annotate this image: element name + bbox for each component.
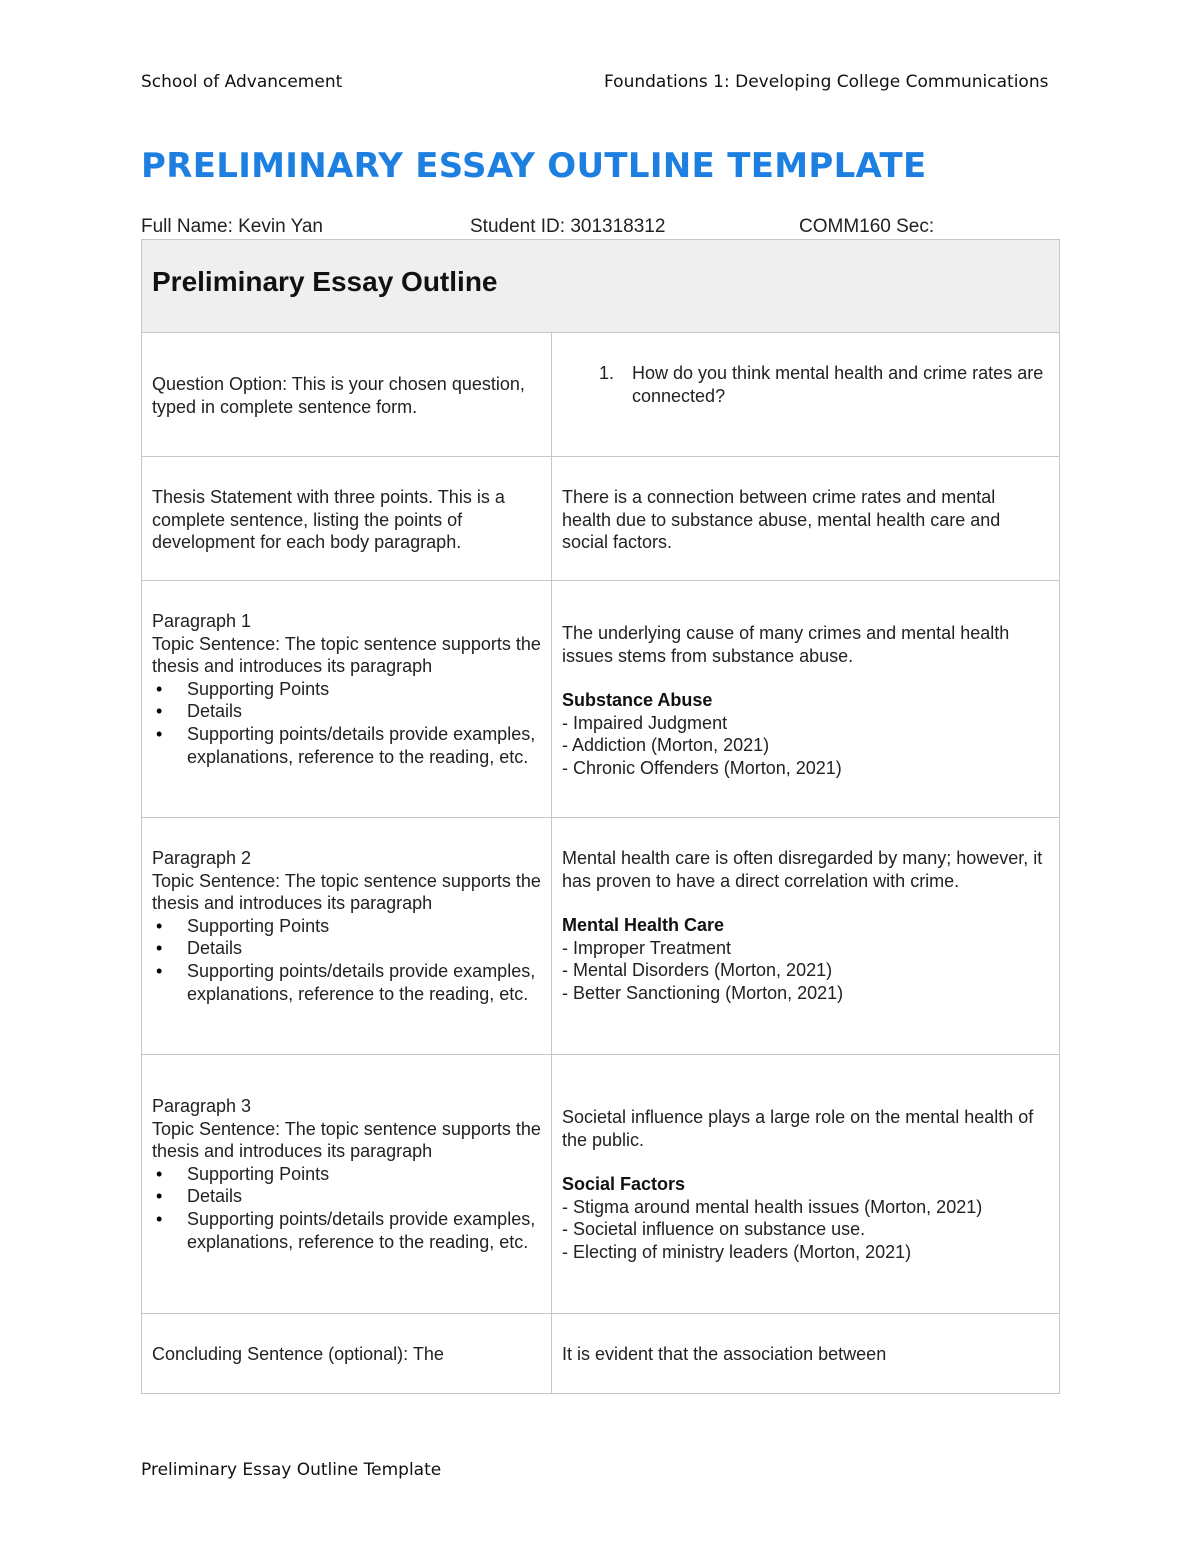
concluding-label: Concluding Sentence (optional): The xyxy=(152,1344,444,1364)
paragraph-3-title: Paragraph 3 xyxy=(152,1096,252,1116)
list-item: - Societal influence on substance use. xyxy=(562,1219,866,1240)
full-name-field: Full Name: Kevin Yan xyxy=(141,216,323,237)
paragraph-1-title: Paragraph 1 xyxy=(152,611,252,631)
list-item: • Details xyxy=(152,700,541,723)
thesis-answer-cell xyxy=(552,457,1060,581)
list-item: - Chronic Offenders (Morton, 2021) xyxy=(562,757,842,778)
question-row xyxy=(142,333,1060,457)
thesis-row xyxy=(142,457,1060,581)
table-heading-row xyxy=(142,240,1060,333)
paragraph-2-bullet-list xyxy=(152,915,541,1005)
paragraph-3-heading: Social Factors xyxy=(562,1174,686,1195)
paragraph-3-row xyxy=(142,1055,1060,1314)
list-item: • Supporting points/details provide examples, explanations, reference to the reading, etc. xyxy=(152,960,541,1005)
paragraph-3-topic-sentence: Societal influence plays a large role on the mental health of the public. xyxy=(562,1107,1034,1150)
list-item: • Details xyxy=(152,937,541,960)
list-item: • Supporting Points xyxy=(152,1163,541,1186)
concluding-row xyxy=(142,1314,1060,1394)
question-answer-cell xyxy=(552,333,1060,457)
question-label: Question Option: This is your chosen question, typed in complete sentence form. xyxy=(152,374,525,417)
student-id-field: Student ID: 301318312 xyxy=(470,216,666,237)
thesis-label: Thesis Statement with three points. This is a complete sentence, listing the points of development for each body paragraph. xyxy=(152,487,505,553)
table-heading-cell xyxy=(142,240,1060,333)
concluding-answer: It is evident that the association between xyxy=(562,1344,887,1364)
list-item: • Details xyxy=(152,1185,541,1208)
outline-heading: Preliminary Essay Outline xyxy=(152,266,498,297)
paragraph-3-answer-cell xyxy=(552,1055,1060,1314)
paragraph-3-label-cell xyxy=(142,1055,552,1314)
paragraph-2-answer-cell xyxy=(552,818,1060,1055)
list-item: • Supporting points/details provide examples, explanations, reference to the reading, etc. xyxy=(152,1208,541,1253)
list-item: - Mental Disorders (Morton, 2021) xyxy=(562,960,833,981)
paragraph-2-topic-sentence: Mental health care is often disregarded by many; however, it has proven to have a direct correlation with crime. xyxy=(562,848,1043,891)
thesis-answer: There is a connection between crime rates and mental health due to substance abuse, mental health care and social factors. xyxy=(562,487,1001,553)
paragraph-2-heading: Mental Health Care xyxy=(562,915,725,936)
outline-table xyxy=(141,239,1060,1394)
document-title: PRELIMINARY ESSAY OUTLINE TEMPLATE xyxy=(141,146,927,186)
list-item: - Electing of ministry leaders (Morton, 2021) xyxy=(562,1241,912,1262)
question-label-cell xyxy=(142,333,552,457)
paragraph-2-label-cell xyxy=(142,818,552,1055)
question-answer: How do you think mental health and crime rates are connected? xyxy=(632,363,1044,406)
paragraph-1-answer-cell xyxy=(552,581,1060,818)
paragraph-3-bullet-list xyxy=(152,1163,541,1253)
page-header-course: Foundations 1: Developing College Communications xyxy=(604,72,1049,92)
paragraph-3-topic-instructions: Topic Sentence: The topic sentence supports the thesis and introduces its paragraph xyxy=(152,1118,541,1162)
paragraph-1-topic-sentence: The underlying cause of many crimes and mental health issues stems from substance abuse. xyxy=(562,623,1010,666)
list-item: • Supporting Points xyxy=(152,678,541,701)
concluding-answer-cell xyxy=(552,1314,1060,1394)
paragraph-2-row xyxy=(142,818,1060,1055)
paragraph-1-topic-instructions: Topic Sentence: The topic sentence supports the thesis and introduces its paragraph xyxy=(152,633,541,677)
question-answer-item xyxy=(562,362,1049,407)
page-footer: Preliminary Essay Outline Template xyxy=(141,1460,442,1480)
thesis-label-cell xyxy=(142,457,552,581)
list-item: - Addiction (Morton, 2021) xyxy=(562,735,770,756)
list-item: • Supporting Points xyxy=(152,915,541,938)
paragraph-1-label-cell xyxy=(142,581,552,818)
paragraph-1-row xyxy=(142,581,1060,818)
paragraph-2-topic-instructions: Topic Sentence: The topic sentence supports the thesis and introduces its paragraph xyxy=(152,870,541,914)
list-item: - Stigma around mental health issues (Morton, 2021) xyxy=(562,1196,983,1217)
question-number: 1. xyxy=(599,363,615,383)
section-field: COMM160 Sec: xyxy=(799,216,935,237)
paragraph-1-heading: Substance Abuse xyxy=(562,690,713,711)
list-item: - Better Sanctioning (Morton, 2021) xyxy=(562,982,844,1003)
list-item: • Supporting points/details provide examples, explanations, reference to the reading, etc. xyxy=(152,723,541,768)
page-header-school: School of Advancement xyxy=(141,72,343,92)
list-item: - Improper Treatment xyxy=(562,937,732,958)
paragraph-1-bullet-list xyxy=(152,678,541,768)
concluding-label-cell xyxy=(142,1314,552,1394)
paragraph-2-title: Paragraph 2 xyxy=(152,848,252,868)
list-item: - Impaired Judgment xyxy=(562,712,728,733)
